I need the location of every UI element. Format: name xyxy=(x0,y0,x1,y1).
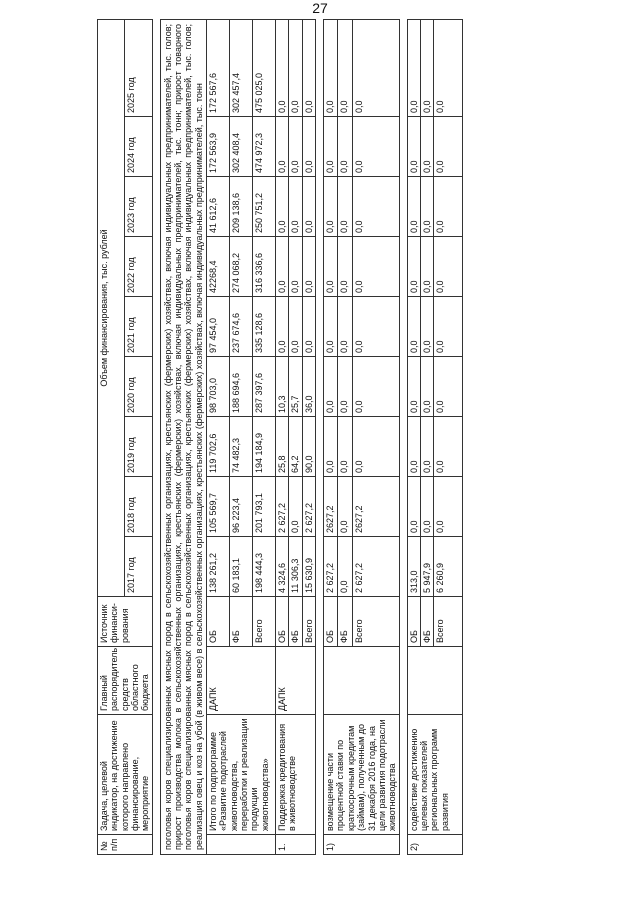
value-cell: 0,0 xyxy=(289,177,302,237)
value-cell: 0,0 xyxy=(338,19,352,116)
value-cell: 0,0 xyxy=(407,177,420,237)
value-cell: 0,0 xyxy=(407,117,420,177)
row-number: 1. xyxy=(276,835,316,855)
value-cell: 0,0 xyxy=(324,357,338,417)
admin-name xyxy=(407,647,463,715)
value-cell: 97 454,0 xyxy=(207,297,230,357)
row-number: 1) xyxy=(324,835,399,855)
value-cell: 0,0 xyxy=(324,297,338,357)
value-cell: 0,0 xyxy=(420,477,433,537)
value-cell: 0,0 xyxy=(276,237,289,297)
task-name: содействие достижению целевых показателей региональных программ развития xyxy=(407,715,463,835)
value-cell: 474 972,3 xyxy=(253,117,276,177)
value-cell: 209 138,6 xyxy=(230,177,253,237)
source-cell: Всего xyxy=(253,597,276,647)
value-cell: 0,0 xyxy=(420,357,433,417)
value-cell: 0,0 xyxy=(352,117,399,177)
value-cell: 0,0 xyxy=(420,177,433,237)
value-cell: 0,0 xyxy=(434,117,463,177)
value-cell: 274 068,2 xyxy=(230,237,253,297)
value-cell: 0,0 xyxy=(302,177,315,237)
value-cell: 96 223,4 xyxy=(230,477,253,537)
value-cell: 2 627,2 xyxy=(324,537,338,597)
value-cell: 2 627,2 xyxy=(352,537,399,597)
value-cell: 0,0 xyxy=(289,477,302,537)
value-cell: 0,0 xyxy=(338,417,352,477)
value-cell: 0,0 xyxy=(434,19,463,116)
row-number xyxy=(207,835,276,855)
source-cell: ФБ xyxy=(338,597,352,647)
header-year: 2017 год xyxy=(125,537,152,597)
header-source: Источник финанси-рования xyxy=(98,597,153,647)
value-cell: 0,0 xyxy=(324,19,338,116)
value-cell: 36,0 xyxy=(302,357,315,417)
value-cell: 0,0 xyxy=(420,19,433,116)
value-cell: 0,0 xyxy=(338,537,352,597)
source-cell: ФБ xyxy=(289,597,302,647)
value-cell: 0,0 xyxy=(420,297,433,357)
value-cell: 0,0 xyxy=(324,177,338,237)
admin-name xyxy=(324,647,399,715)
value-cell: 313,0 xyxy=(407,537,420,597)
source-cell: ОБ xyxy=(207,597,230,647)
task-name: Поддержка кредитования в животноводстве xyxy=(276,715,316,835)
header-year: 2022 год xyxy=(125,237,152,297)
value-cell: 74 482,3 xyxy=(230,417,253,477)
row-number: 2) xyxy=(407,835,463,855)
value-cell: 0,0 xyxy=(302,19,315,116)
value-cell: 172 567,6 xyxy=(207,19,230,116)
value-cell: 0,0 xyxy=(338,297,352,357)
header-year: 2021 год xyxy=(125,297,152,357)
table-row xyxy=(324,19,338,854)
value-cell: 316 336,6 xyxy=(253,237,276,297)
value-cell: 64,2 xyxy=(289,417,302,477)
value-cell: 302 457,4 xyxy=(230,19,253,116)
value-cell: 0,0 xyxy=(407,417,420,477)
value-cell: 0,0 xyxy=(407,19,420,116)
header-year: 2020 год xyxy=(125,357,152,417)
table-row xyxy=(407,19,420,854)
value-cell: 2627,2 xyxy=(352,477,399,537)
value-cell: 105 569,7 xyxy=(207,477,230,537)
source-cell: ОБ xyxy=(324,597,338,647)
value-cell: 0,0 xyxy=(352,19,399,116)
value-cell: 194 184,9 xyxy=(253,417,276,477)
source-cell: ОБ xyxy=(407,597,420,647)
value-cell: 0,0 xyxy=(338,237,352,297)
value-cell: 119 702,6 xyxy=(207,417,230,477)
source-cell: Всего xyxy=(352,597,399,647)
value-cell: 42268,4 xyxy=(207,237,230,297)
source-cell: ФБ xyxy=(420,597,433,647)
value-cell: 250 751,2 xyxy=(253,177,276,237)
header-task: Задача, целевой индикатор, на достижение которого направлено финансирование, мероприятие xyxy=(98,715,153,835)
value-cell: 0,0 xyxy=(352,417,399,477)
admin-name: ДАПК xyxy=(207,647,276,715)
value-cell: 0,0 xyxy=(276,297,289,357)
source-cell: ОБ xyxy=(276,597,289,647)
value-cell: 0,0 xyxy=(289,117,302,177)
value-cell: 0,0 xyxy=(324,117,338,177)
header-admin: Главный распорядитель средств областного бюджета xyxy=(98,647,153,715)
value-cell: 201 793,1 xyxy=(253,477,276,537)
value-cell: 198 444,3 xyxy=(253,537,276,597)
value-cell: 41 612,6 xyxy=(207,177,230,237)
value-cell: 98 703,0 xyxy=(207,357,230,417)
value-cell: 0,0 xyxy=(324,417,338,477)
value-cell: 6 260,9 xyxy=(434,537,463,597)
value-cell: 0,0 xyxy=(324,237,338,297)
header-year: 2024 год xyxy=(125,117,152,177)
source-cell: Всего xyxy=(434,597,463,647)
header-num: № п/п xyxy=(98,835,153,855)
table-row xyxy=(276,19,289,854)
header-year: 2018 год xyxy=(125,477,152,537)
value-cell: 0,0 xyxy=(352,177,399,237)
header-volume: Объем финансирования, тыс. рублей xyxy=(98,19,125,596)
value-cell: 0,0 xyxy=(434,357,463,417)
value-cell: 287 397,6 xyxy=(253,357,276,417)
rotated-table-container xyxy=(97,20,612,855)
value-cell: 0,0 xyxy=(289,19,302,116)
task-name: возмещение части процентной ставки по краткосрочным кредитам (займам), полученным до 31 декабря 2016 года, на цели развития подотрасли животноводства xyxy=(324,715,399,835)
page-number: 27 xyxy=(312,0,328,16)
indicator-description: поголовья коров специализированных мясных пород в сельскохозяйственных организациях, крестьянских (фермерских) хозяйствах, включая индивидуальных предпринимателей, тыс. голов; прирост производства молока в сельскохозяйственных организациях, крестьянских (фермерских) хозяйствах, включая индивидуальных предпринимателей, тыс. тонн; прирост товарного поголовья коров специализированных мясных пород в сельскохозяйственных организациях, крестьянских (фермерских) хозяйствах, включая индивидуальных предпринимателей, тыс. голов; реализация овец и коз на убой (в живом весе) в сельскохозяйственных организациях, крестьянских (фермерских) хозяйствах, включая индивидуальных предпринимателей, тыс. тонн xyxy=(160,19,206,854)
value-cell: 0,0 xyxy=(352,297,399,357)
value-cell: 2 627,2 xyxy=(276,477,289,537)
value-cell: 5 947,9 xyxy=(420,537,433,597)
value-cell: 0,0 xyxy=(338,177,352,237)
header-year: 2019 год xyxy=(125,417,152,477)
value-cell: 0,0 xyxy=(338,117,352,177)
value-cell: 0,0 xyxy=(338,477,352,537)
value-cell: 0,0 xyxy=(352,237,399,297)
value-cell: 10,3 xyxy=(276,357,289,417)
value-cell: 0,0 xyxy=(276,19,289,116)
value-cell: 0,0 xyxy=(434,237,463,297)
table-row xyxy=(207,19,230,854)
value-cell: 475 025,0 xyxy=(253,19,276,116)
value-cell: 0,0 xyxy=(434,297,463,357)
task-name: Итого по подпрограмме «Развитие подотраслей животноводства, переработки и реализации продукции животноводства» xyxy=(207,715,276,835)
value-cell: 0,0 xyxy=(420,237,433,297)
value-cell: 0,0 xyxy=(420,117,433,177)
header-year: 2023 год xyxy=(125,177,152,237)
value-cell: 0,0 xyxy=(338,357,352,417)
value-cell: 172 563,9 xyxy=(207,117,230,177)
value-cell: 0,0 xyxy=(434,477,463,537)
header-year: 2025 год xyxy=(125,19,152,116)
admin-name: ДАПК xyxy=(276,647,316,715)
value-cell: 60 183,1 xyxy=(230,537,253,597)
value-cell: 4 324,6 xyxy=(276,537,289,597)
value-cell: 0,0 xyxy=(302,237,315,297)
value-cell: 335 128,6 xyxy=(253,297,276,357)
value-cell: 0,0 xyxy=(289,297,302,357)
value-cell: 0,0 xyxy=(407,237,420,297)
source-cell: ФБ xyxy=(230,597,253,647)
value-cell: 2 627,2 xyxy=(302,477,315,537)
financing-table xyxy=(97,19,463,855)
value-cell: 0,0 xyxy=(289,237,302,297)
value-cell: 90,0 xyxy=(302,417,315,477)
value-cell: 2627,2 xyxy=(324,477,338,537)
value-cell: 0,0 xyxy=(407,297,420,357)
value-cell: 0,0 xyxy=(302,297,315,357)
value-cell: 0,0 xyxy=(434,417,463,477)
value-cell: 25,8 xyxy=(276,417,289,477)
value-cell: 0,0 xyxy=(434,177,463,237)
value-cell: 237 674,6 xyxy=(230,297,253,357)
value-cell: 0,0 xyxy=(302,117,315,177)
value-cell: 0,0 xyxy=(407,357,420,417)
value-cell: 15 630,9 xyxy=(302,537,315,597)
value-cell: 0,0 xyxy=(352,357,399,417)
value-cell: 0,0 xyxy=(420,417,433,477)
value-cell: 188 694,6 xyxy=(230,357,253,417)
value-cell: 138 261,2 xyxy=(207,537,230,597)
value-cell: 0,0 xyxy=(407,477,420,537)
value-cell: 25,7 xyxy=(289,357,302,417)
source-cell: Всего xyxy=(302,597,315,647)
value-cell: 11 306,3 xyxy=(289,537,302,597)
value-cell: 0,0 xyxy=(276,117,289,177)
value-cell: 0,0 xyxy=(276,177,289,237)
value-cell: 302 408,4 xyxy=(230,117,253,177)
